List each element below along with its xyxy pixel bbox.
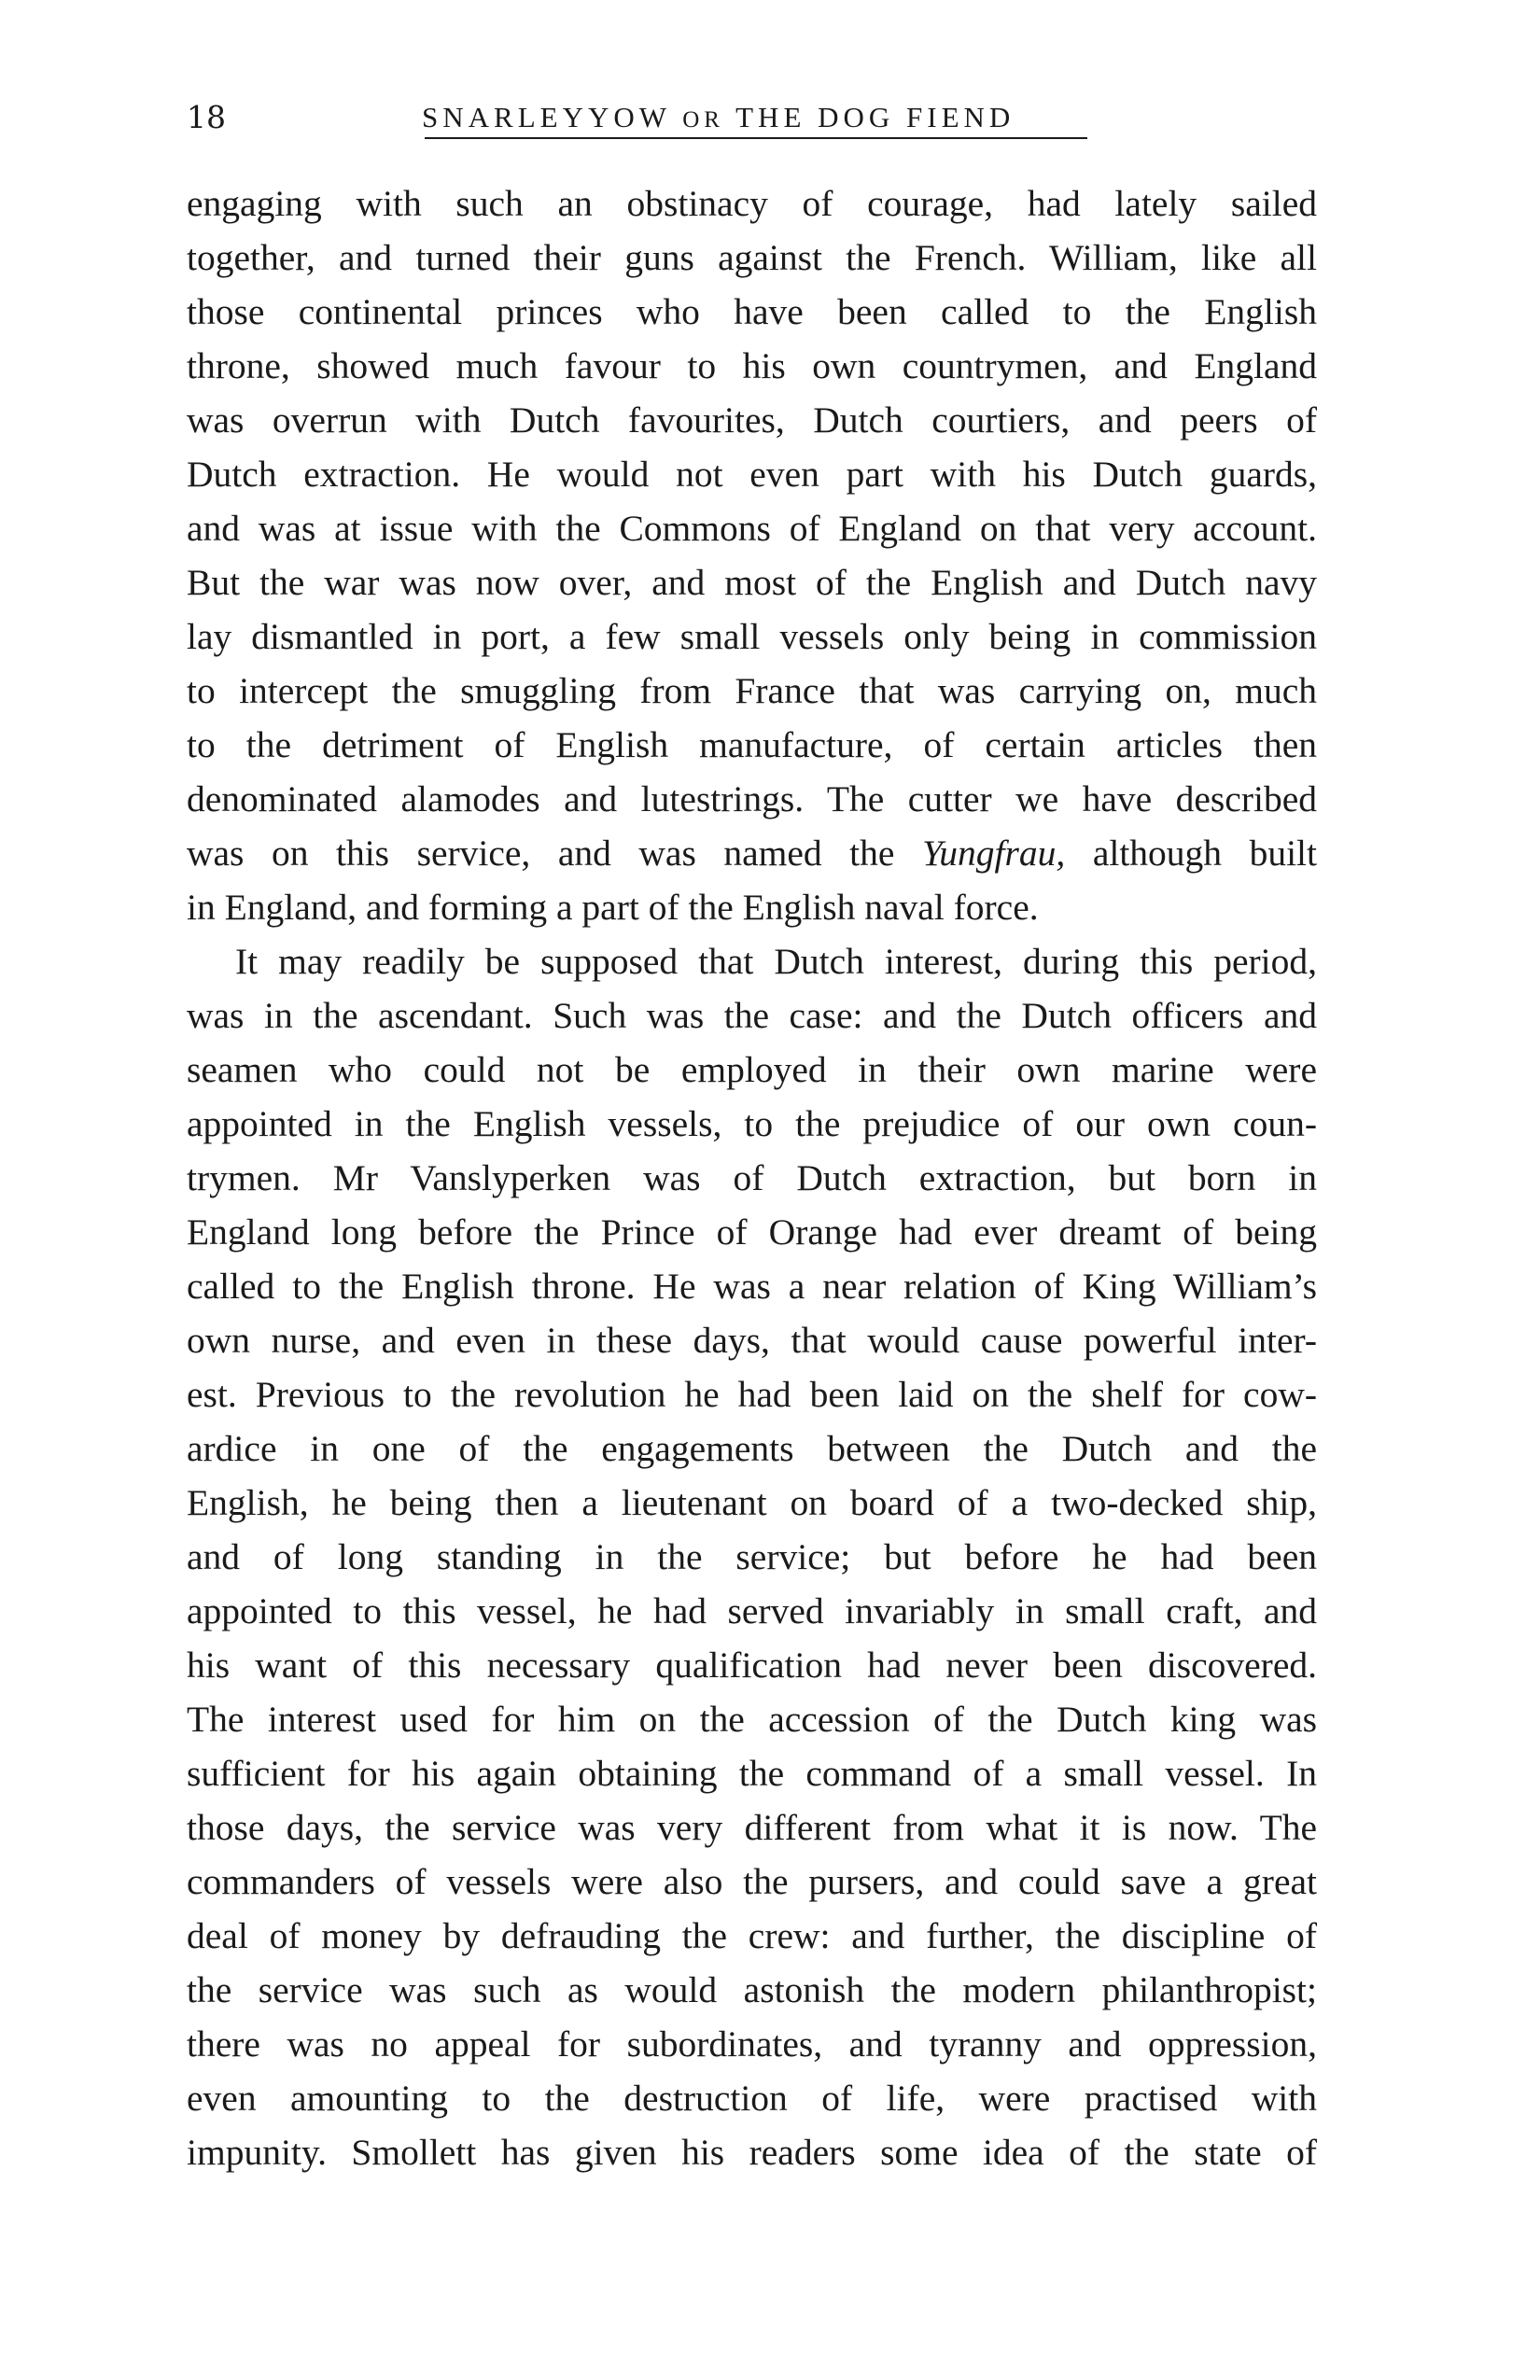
text-fragment: was on this service, and was named the xyxy=(187,833,895,874)
text-line: and was at issue with the Commons of England on that very account. xyxy=(187,508,1317,549)
text-line: his want of this necessary qualification had never been discovered. xyxy=(187,1645,1317,1686)
text-line: ardice in one of the engagements between the Dutch and the xyxy=(187,1428,1317,1469)
text-line: called to the English throne. He was a near relation of King William’s xyxy=(187,1266,1317,1307)
text-line: was overrun with Dutch favourites, Dutch courtiers, and peers of xyxy=(187,399,1317,441)
text-line: impunity. Smollett has given his readers some idea of the state of xyxy=(187,2132,1317,2173)
text-line: even amounting to the destruction of life, were practised with xyxy=(187,2078,1317,2119)
text-line: appointed in the English vessels, to the prejudice of our own coun- xyxy=(187,1103,1317,1144)
text-line: The interest used for him on the accession of the Dutch king was xyxy=(187,1699,1317,1740)
ship-name-italic: Yungfrau, xyxy=(921,833,1066,874)
text-line-yungfrau xyxy=(187,826,1317,880)
running-head-or: OR xyxy=(682,107,724,133)
text-line: English, he being then a lieutenant on board of a two-decked ship, xyxy=(187,1482,1317,1523)
header-rule xyxy=(425,137,1087,139)
running-head-part1: SNARLEYYOW xyxy=(422,101,671,133)
text-line: deal of money by defrauding the crew: and further, the discipline of xyxy=(187,1915,1317,1956)
running-head xyxy=(422,99,1015,139)
text-line: throne, showed much favour to his own countrymen, and England xyxy=(187,345,1317,386)
text-line: seamen who could not be employed in their own marine were xyxy=(187,1049,1317,1090)
text-line: to intercept the smuggling from France that was carrying on, much xyxy=(187,670,1317,711)
text-line: those days, the service was very different from what it is now. The xyxy=(187,1807,1317,1848)
text-line: in England, and forming a part of the English naval force. xyxy=(187,887,1039,928)
text-line: lay dismantled in port, a few small vessels only being in commission xyxy=(187,616,1317,657)
running-head-part2: THE DOG FIEND xyxy=(735,101,1015,133)
paragraph-1 xyxy=(187,176,1317,934)
text-line: was in the ascendant. Such was the case: and the Dutch officers and xyxy=(187,995,1317,1036)
text-line: commanders of vessels were also the pursers, and could save a great xyxy=(187,1861,1317,1902)
text-line: sufficient for his again obtaining the command of a small vessel. In xyxy=(187,1753,1317,1794)
text-line: appointed to this vessel, he had served invariably in small craft, and xyxy=(187,1590,1317,1631)
text-line: Dutch extraction. He would not even part with his Dutch guards, xyxy=(187,454,1317,495)
text-line: est. Previous to the revolution he had been laid on the shelf for cow- xyxy=(187,1374,1317,1415)
text-line: the service was such as would astonish the modern philanthropist; xyxy=(187,1969,1317,2010)
text-line: together, and turned their guns against the French. William, like all xyxy=(187,237,1317,278)
text-line: trymen. Mr Vanslyperken was of Dutch extraction, but born in xyxy=(187,1157,1317,1198)
text-fragment: although built xyxy=(1092,833,1318,874)
text-line: and of long standing in the service; but before he had been xyxy=(187,1536,1317,1577)
text-line: engaging with such an obstinacy of courage, had lately sailed xyxy=(187,183,1317,224)
page-number: 18 xyxy=(187,99,226,135)
paragraph-2 xyxy=(187,934,1317,2179)
text-line: denominated alamodes and lutestrings. The cutter we have described xyxy=(187,778,1317,819)
text-line: It may readily be supposed that Dutch interest, during this period, xyxy=(235,941,1317,982)
text-line: own nurse, and even in these days, that would cause powerful inter- xyxy=(187,1320,1317,1361)
text-line: to the detriment of English manufacture, of certain articles then xyxy=(187,724,1317,765)
body-text xyxy=(187,176,1317,2179)
text-line: there was no appeal for subordinates, and tyranny and oppression, xyxy=(187,2023,1317,2065)
text-line: But the war was now over, and most of the English and Dutch navy xyxy=(187,562,1317,603)
text-line: England long before the Prince of Orange had ever dreamt of being xyxy=(187,1211,1317,1253)
text-line: those continental princes who have been called to the English xyxy=(187,291,1317,332)
